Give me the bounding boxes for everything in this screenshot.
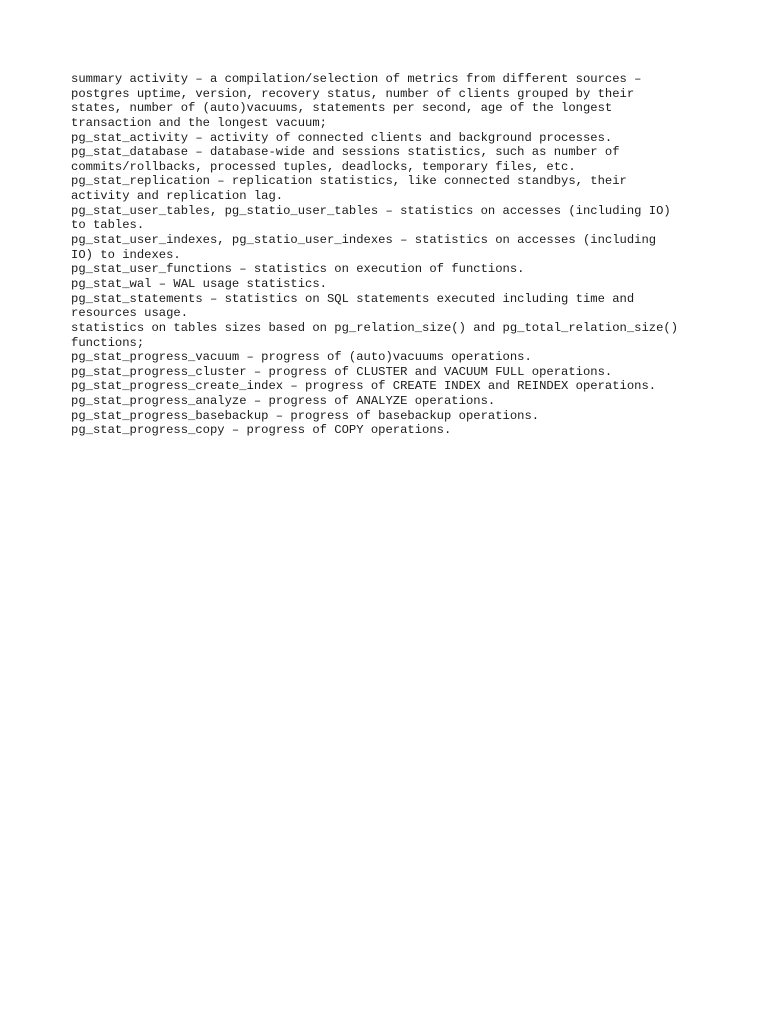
text-line: pg_stat_statements – statistics on SQL statements executed including time and bbox=[71, 291, 635, 306]
text-line: pg_stat_database – database-wide and sessions statistics, such as number of bbox=[71, 145, 620, 160]
text-line: states, number of (auto)vacuums, statements per second, age of the longest bbox=[71, 101, 613, 116]
text-line: transaction and the longest vacuum; bbox=[71, 115, 327, 130]
text-line: postgres uptime, version, recovery status, number of clients grouped by their bbox=[71, 86, 635, 101]
text-line: resources usage. bbox=[71, 306, 189, 321]
text-line: functions; bbox=[71, 335, 145, 350]
text-line: to tables. bbox=[71, 218, 145, 233]
text-line: commits/rollbacks, processed tuples, deadlocks, temporary files, etc. bbox=[71, 159, 576, 174]
text-line: pg_stat_user_tables, pg_statio_user_tables – statistics on accesses (including IO) bbox=[71, 203, 671, 218]
text-line: pg_stat_progress_analyze – progress of ANALYZE operations. bbox=[71, 394, 496, 409]
text-block bbox=[71, 72, 711, 438]
text-line: IO) to indexes. bbox=[71, 247, 181, 262]
text-line: summary activity – a compilation/selection of metrics from different sources – bbox=[71, 72, 642, 86]
text-line: pg_stat_progress_create_index – progress of CREATE INDEX and REINDEX operations. bbox=[71, 379, 657, 394]
text-line: pg_stat_wal – WAL usage statistics. bbox=[71, 276, 327, 291]
text-line: pg_stat_progress_cluster – progress of CLUSTER and VACUUM FULL operations. bbox=[71, 364, 613, 379]
text-line: statistics on tables sizes based on pg_relation_size() and pg_total_relation_size() bbox=[71, 320, 679, 335]
text-line: pg_stat_progress_basebackup – progress of basebackup operations. bbox=[71, 408, 540, 423]
text-line: pg_stat_replication – replication statistics, like connected standbys, their bbox=[71, 174, 627, 189]
text-line: pg_stat_progress_copy – progress of COPY operations. bbox=[71, 423, 452, 438]
text-line: pg_stat_activity – activity of connected clients and background processes. bbox=[71, 130, 613, 145]
text-line: pg_stat_user_functions – statistics on execution of functions. bbox=[71, 262, 525, 277]
text-line: pg_stat_user_indexes, pg_statio_user_indexes – statistics on accesses (including bbox=[71, 233, 657, 248]
text-line: activity and replication lag. bbox=[71, 189, 284, 204]
text-line: pg_stat_progress_vacuum – progress of (auto)vacuums operations. bbox=[71, 350, 532, 365]
